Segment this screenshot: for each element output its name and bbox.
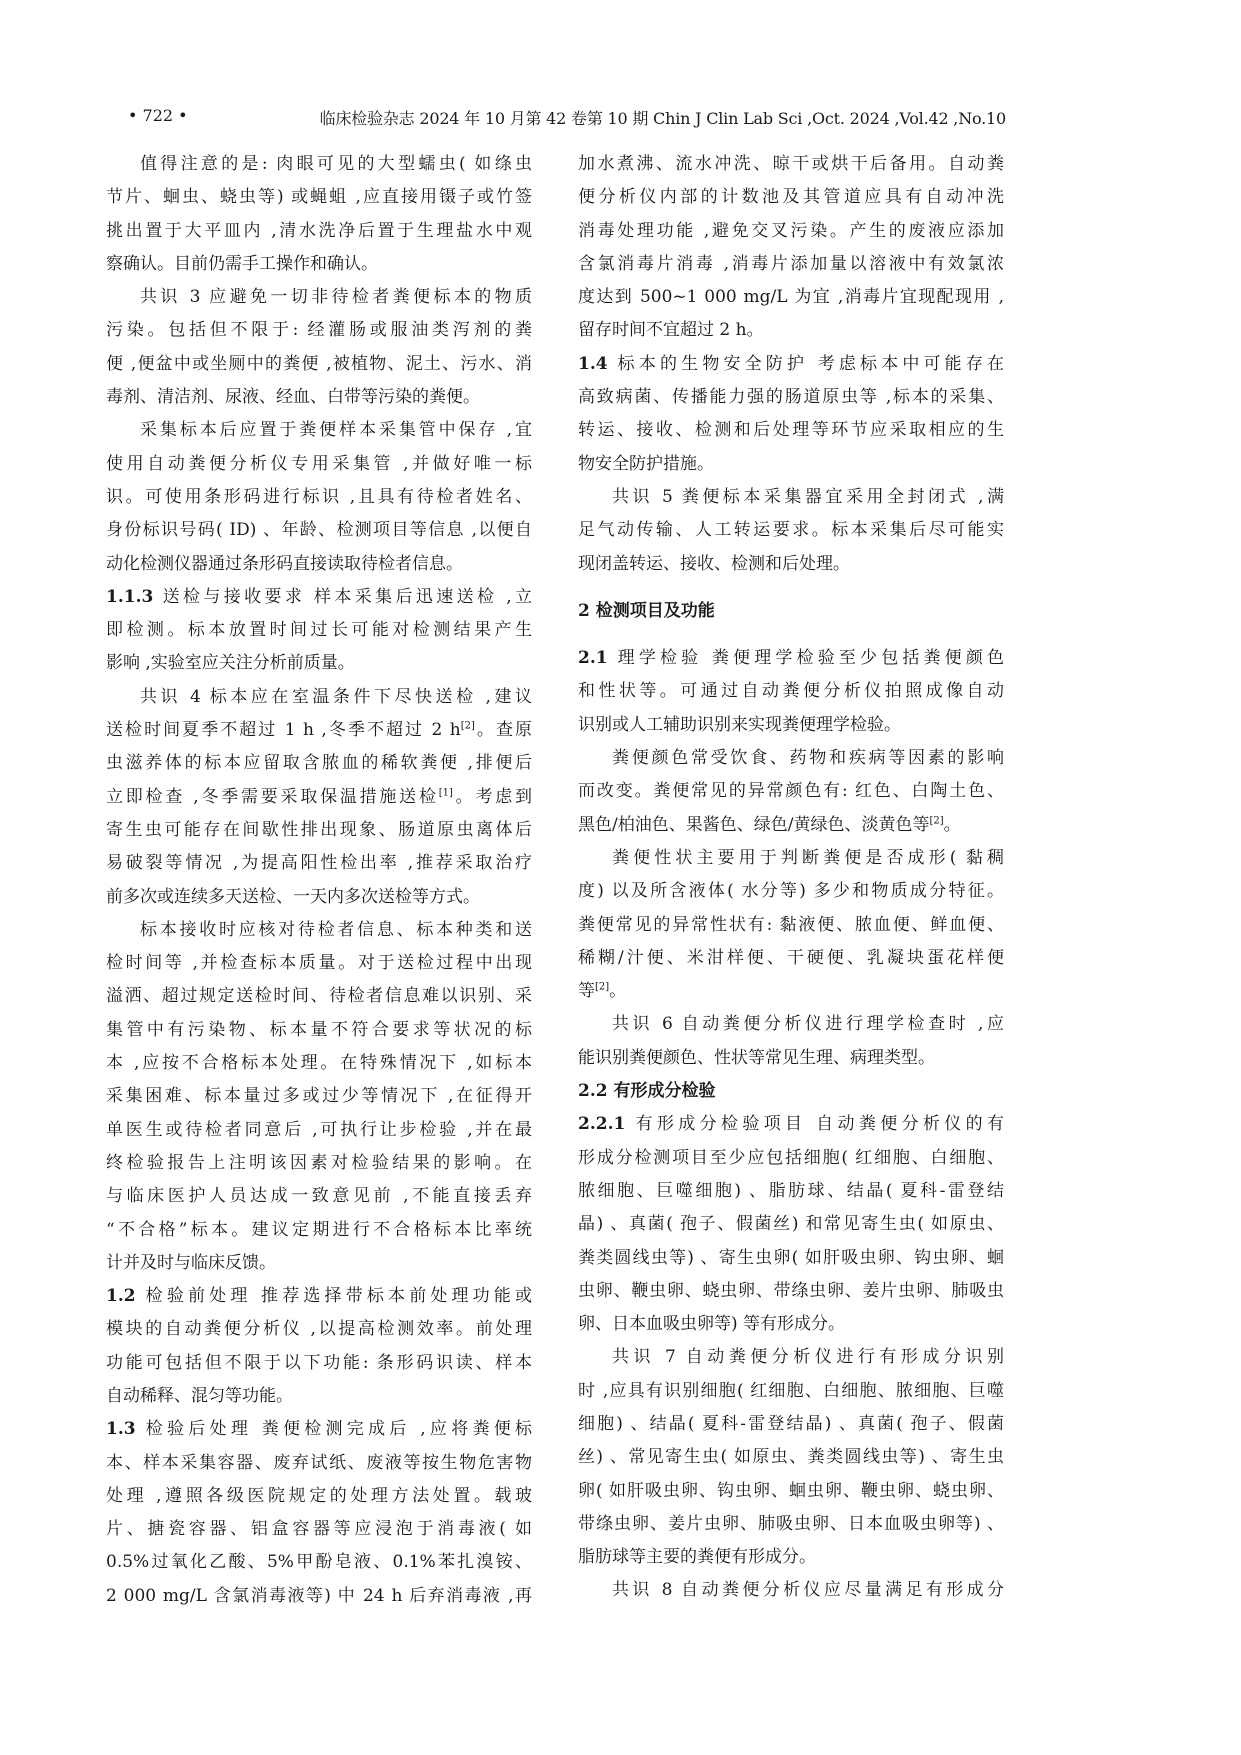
line-text: 寄生虫可能存在间歇性排出现象、肠道原虫离体后 xyxy=(106,819,532,840)
text-line xyxy=(578,348,1004,381)
line-text: 便 ,便盆中或坐厕中的粪便 ,被植物、泥土、污水、消 xyxy=(106,353,532,374)
line-text: 处理 ,遵照各级医院规定的处理方法处置。载玻 xyxy=(106,1485,532,1506)
right-column xyxy=(578,148,1004,1608)
text-line xyxy=(106,581,532,614)
text-line xyxy=(106,847,532,880)
text-line xyxy=(106,1546,532,1579)
line-text: 共识 3 应避免一切非待检者粪便标本的物质 xyxy=(140,287,532,308)
line-text: 易破裂等情况 ,为提高阳性检出率 ,推荐采取治疗 xyxy=(106,853,532,874)
section-spacer xyxy=(578,628,1004,642)
section-number: 1.3 xyxy=(106,1419,146,1440)
line-text: 动化检测仪器通过条形码直接读取待检者信息。 xyxy=(106,553,463,574)
line-text: 粪类圆线虫等) 、寄生虫卵( 如肝吸虫卵、钩虫卵、蛔 xyxy=(578,1247,1004,1268)
line-tail-text: 。 xyxy=(609,981,627,1002)
text-line xyxy=(578,1341,1004,1374)
text-line xyxy=(106,1347,532,1380)
line-text: 污染。包括但不限于: 经灌肠或服油类泻剂的粪 xyxy=(106,320,532,341)
text-line xyxy=(106,947,532,980)
line-text: 而改变。粪便常见的异常颜色有: 红色、白陶土色、 xyxy=(578,781,1004,802)
text-line xyxy=(106,614,532,647)
line-text: 共识 7 自动粪便分析仪进行有形成分识别 xyxy=(612,1347,1004,1368)
text-line xyxy=(578,595,1004,628)
line-text: 溢洒、超过规定送检时间、待检者信息难以识别、采 xyxy=(106,986,532,1007)
text-line xyxy=(578,1375,1004,1408)
line-text: 0.5%过氧化乙酸、5%甲酚皂液、0.1%苯扎溴铵、 xyxy=(106,1552,532,1573)
text-line xyxy=(106,181,532,214)
citation-ref: [2] xyxy=(460,720,475,732)
text-line xyxy=(106,714,532,747)
line-text: 便分析仪内部的计数池及其管道应具有自动冲洗 xyxy=(578,187,1004,208)
text-line xyxy=(578,448,1004,481)
line-text: 标本的生物安全防护 考虑标本中可能存在 xyxy=(617,353,1004,374)
text-line xyxy=(106,1080,532,1113)
line-text: 脓细胞、巨噬细胞) 、脂肪球、结晶( 夏科-雷登结 xyxy=(578,1180,1004,1201)
line-text: 共识 6 自动粪便分析仪进行理学检查时 ,应 xyxy=(612,1014,1004,1035)
text-line xyxy=(106,481,532,514)
citation-ref: [2] xyxy=(595,981,610,993)
line-text: 卵( 如肝吸虫卵、钩虫卵、蛔虫卵、鞭虫卵、蛲虫卵、 xyxy=(578,1480,1004,1501)
line-text: 毒剂、清洁剂、尿液、经血、白带等污染的粪便。 xyxy=(106,387,480,408)
text-line xyxy=(578,414,1004,447)
text-line xyxy=(106,381,532,414)
line-text: 检验前处理 推荐选择带标本前处理功能或 xyxy=(145,1286,532,1307)
line-text: 功能可包括但不限于以下功能: 条形码识读、样本 xyxy=(106,1352,532,1373)
line-tail-text: 。查原 xyxy=(474,720,532,741)
line-text: 物安全防护措施。 xyxy=(578,453,714,474)
text-line xyxy=(106,647,532,680)
text-line xyxy=(578,481,1004,514)
line-text: 消毒处理功能 ,避免交叉污染。产生的废液应添加 xyxy=(578,220,1004,241)
text-line xyxy=(106,681,532,714)
line-text: 采集标本后应置于粪便样本采集管中保存 ,宜 xyxy=(140,420,532,441)
journal-citation: 临床检验杂志 2024 年 10 月第 42 卷第 10 期 Chin J Clin Lab Sci ,Oct. 2024 ,Vol.42 ,No.10 xyxy=(319,109,1006,128)
text-line xyxy=(578,742,1004,775)
text-line xyxy=(106,1413,532,1446)
text-line xyxy=(106,248,532,281)
text-line xyxy=(106,914,532,947)
text-line xyxy=(106,747,532,780)
running-header xyxy=(128,106,1006,132)
line-text: 识。可使用条形码进行标识 ,且具有待检者姓名、 xyxy=(106,486,532,507)
citation-ref: [1] xyxy=(438,786,453,798)
line-text: 丝) 、常见寄生虫( 如原虫、粪类圆线虫等) 、寄生虫 xyxy=(578,1447,1004,1468)
line-text: 含氯消毒片消毒 ,消毒片添加量以溶液中有效氯浓 xyxy=(578,253,1004,274)
line-text: 2 检测项目及功能 xyxy=(578,600,715,621)
text-line xyxy=(106,1280,532,1313)
line-text: 本、样本采集容器、废弃试纸、废液等按生物危害物 xyxy=(106,1452,532,1473)
section-number: 1.2 xyxy=(106,1286,146,1307)
text-line xyxy=(106,1580,532,1613)
text-line xyxy=(578,314,1004,347)
text-line xyxy=(578,248,1004,281)
line-text: 虫卵、鞭虫卵、蛲虫卵、带绦虫卵、姜片虫卵、肺吸虫 xyxy=(578,1280,1004,1301)
text-line xyxy=(578,1508,1004,1541)
line-text: 和性状等。可通过自动粪便分析仪拍照成像自动 xyxy=(578,681,1004,702)
line-text: 细胞) 、结晶( 夏科-雷登结晶) 、真菌( 孢子、假菌 xyxy=(578,1413,1004,1434)
line-text: 身份标识号码( ID) 、年龄、检测项目等信息 ,以便自 xyxy=(106,520,532,541)
text-line xyxy=(106,1447,532,1480)
line-text: 模块的自动粪便分析仪 ,以提高检测效率。前处理 xyxy=(106,1319,532,1340)
text-line xyxy=(106,348,532,381)
line-text: 共识 4 标本应在室温条件下尽快送检 ,建议 xyxy=(140,686,532,707)
text-line xyxy=(578,381,1004,414)
section-number: 1.1.3 xyxy=(106,586,163,607)
line-text: 前多次或连续多天送检、一天内多次送检等方式。 xyxy=(106,886,480,907)
text-line xyxy=(578,1208,1004,1241)
line-text: 检验后处理 粪便检测完成后 ,应将粪便标 xyxy=(145,1419,532,1440)
text-line xyxy=(578,942,1004,975)
left-column xyxy=(106,148,532,1613)
line-text: 共识 5 粪便标本采集器宜采用全封闭式 ,满 xyxy=(612,486,1004,507)
text-line xyxy=(106,1147,532,1180)
text-line xyxy=(106,414,532,447)
text-line xyxy=(578,775,1004,808)
line-text: 转运、接收、检测和后处理等环节应采取相应的生 xyxy=(578,420,1004,441)
text-line xyxy=(578,909,1004,942)
text-line xyxy=(578,181,1004,214)
line-text: 有形成分检验 xyxy=(613,1081,716,1102)
line-text: 黑色/柏油色、果酱色、绿色/黄绿色、淡黄色等 xyxy=(578,814,930,835)
line-text: 能识别粪便颜色、性状等常见生理、病理类型。 xyxy=(578,1047,935,1068)
text-line xyxy=(106,1313,532,1346)
section-number: 1.4 xyxy=(578,353,618,374)
text-line xyxy=(578,1175,1004,1208)
line-text: 带绦虫卵、姜片虫卵、肺吸虫卵、日本血吸虫卵等) 、 xyxy=(578,1513,1004,1534)
line-text: 送检与接收要求 样本采集后迅速送检 ,立 xyxy=(162,586,532,607)
text-line xyxy=(578,1574,1004,1607)
text-line xyxy=(106,314,532,347)
text-line xyxy=(578,842,1004,875)
text-line xyxy=(106,1047,532,1080)
line-text: 2 000 mg/L 含氯消毒液等) 中 24 h 后弃消毒液 ,再 xyxy=(106,1585,532,1606)
line-text: 送检时间夏季不超过 1 h ,冬季不超过 2 h xyxy=(106,720,461,741)
line-text: 影响 ,实验室应关注分析前质量。 xyxy=(106,653,355,674)
text-line xyxy=(578,1441,1004,1474)
line-text: 挑出置于大平皿内 ,清水洗净后置于生理盐水中观 xyxy=(106,220,532,241)
text-line xyxy=(578,1242,1004,1275)
line-text: 形成分检测项目至少应包括细胞( 红细胞、白细胞、 xyxy=(578,1147,1004,1168)
text-line xyxy=(578,875,1004,908)
text-line xyxy=(578,1108,1004,1141)
text-line xyxy=(106,1247,532,1280)
text-line xyxy=(578,1475,1004,1508)
line-text: 片、搪瓷容器、铝盒容器等应浸泡于消毒液( 如 xyxy=(106,1519,532,1540)
line-text: 即检测。标本放置时间过长可能对检测结果产生 xyxy=(106,620,532,641)
text-line xyxy=(106,281,532,314)
line-text: 理学检验 粪便理学检验至少包括粪便颜色 xyxy=(617,648,1004,669)
text-line xyxy=(578,809,1004,842)
line-text: 卵、日本血吸虫卵等) 等有形成分。 xyxy=(578,1314,846,1335)
line-text: 现闭盖转运、接收、检测和后处理。 xyxy=(578,553,850,574)
line-text: 稀糊/汁便、米泔样便、干硬便、乳凝块蛋花样便 xyxy=(578,947,1004,968)
text-line xyxy=(578,281,1004,314)
text-line xyxy=(578,1308,1004,1341)
line-text: 脂肪球等主要的粪便有形成分。 xyxy=(578,1547,816,1568)
text-line xyxy=(106,781,532,814)
line-text: 有形成分检验项目 自动粪便分析仪的有 xyxy=(635,1114,1004,1135)
text-line xyxy=(578,1275,1004,1308)
text-line xyxy=(578,642,1004,675)
line-text: 共识 8 自动粪便分析仪应尽量满足有形成分 xyxy=(612,1580,1004,1601)
line-text: 自动稀释、混匀等功能。 xyxy=(106,1385,293,1406)
section-number: 2.2 xyxy=(578,1081,614,1102)
text-line xyxy=(578,709,1004,742)
text-line xyxy=(106,1014,532,1047)
text-line xyxy=(106,1480,532,1513)
line-text: 粪便常见的异常性状有: 黏液便、脓血便、鲜血便、 xyxy=(578,914,1004,935)
line-text: 度) 以及所含液体( 水分等) 多少和物质成分特征。 xyxy=(578,881,1004,902)
citation-ref: [2] xyxy=(929,814,944,826)
text-line xyxy=(578,215,1004,248)
line-text: 采集困难、标本量过多或过少等情况下 ,在征得开 xyxy=(106,1086,532,1107)
line-text: 识别或人工辅助识别来实现粪便理学检验。 xyxy=(578,714,901,735)
line-text: 度达到 500~1 000 mg/L 为宜 ,消毒片宜现配现用 , xyxy=(578,287,1004,308)
text-line xyxy=(578,975,1004,1008)
line-text: 计并及时与临床反馈。 xyxy=(106,1252,276,1273)
line-text: 终检验报告上注明该因素对检验结果的影响。在 xyxy=(106,1152,532,1173)
text-line xyxy=(106,514,532,547)
text-line xyxy=(106,814,532,847)
text-line xyxy=(106,1180,532,1213)
text-line xyxy=(106,215,532,248)
text-line xyxy=(106,980,532,1013)
line-text: 立即检查 ,冬季需要采取保温措施送检 xyxy=(106,786,439,807)
text-line xyxy=(106,1114,532,1147)
line-text: 节片、蛔虫、蛲虫等) 或蝇蛆 ,应直接用镊子或竹签 xyxy=(106,187,532,208)
text-line xyxy=(106,1214,532,1247)
text-line xyxy=(578,548,1004,581)
line-text: 值得注意的是: 肉眼可见的大型蠕虫( 如绦虫 xyxy=(140,154,532,174)
line-text: 单医生或待检者同意后 ,可执行让步检验 ,并在最 xyxy=(106,1119,532,1140)
line-text: 时 ,应具有识别细胞( 红细胞、白细胞、脓细胞、巨噬 xyxy=(578,1380,1004,1401)
line-text: 晶) 、真菌( 孢子、假菌丝) 和常见寄生虫( 如原虫、 xyxy=(578,1214,1004,1235)
text-line xyxy=(106,1380,532,1413)
text-line xyxy=(578,148,1004,181)
text-line xyxy=(578,514,1004,547)
section-number: 2.1 xyxy=(578,648,618,669)
text-line xyxy=(578,675,1004,708)
line-text: 加水煮沸、流水冲洗、晾干或烘干后备用。自动粪 xyxy=(578,154,1004,174)
line-text: 虫滋养体的标本应留取含脓血的稀软粪便 ,排便后 xyxy=(106,753,532,774)
section-spacer xyxy=(578,581,1004,595)
line-text: 集管中有污染物、标本量不符合要求等状况的标 xyxy=(106,1019,532,1040)
line-text: 本 ,应按不合格标本处理。在特殊情况下 ,如标本 xyxy=(106,1053,532,1074)
line-text: 检时间等 ,并检查标本质量。对于送检过程中出现 xyxy=(106,953,532,974)
text-line xyxy=(106,548,532,581)
page-number: • 722 • xyxy=(128,106,188,125)
text-line xyxy=(578,1008,1004,1041)
line-text: 粪便颜色常受饮食、药物和疾病等因素的影响 xyxy=(612,748,1004,769)
line-text: 察确认。目前仍需手工操作和确认。 xyxy=(106,253,378,274)
text-line xyxy=(106,448,532,481)
text-line xyxy=(578,1541,1004,1574)
text-line xyxy=(578,1142,1004,1175)
line-text: “不合格”标本。建议定期进行不合格标本比率统 xyxy=(106,1219,532,1240)
line-text: 使用自动粪便分析仪专用采集管 ,并做好唯一标 xyxy=(106,453,532,474)
text-line xyxy=(578,1042,1004,1075)
line-text: 足气动传输、人工转运要求。标本采集后尽可能实 xyxy=(578,520,1004,541)
section-number: 2.2.1 xyxy=(578,1114,636,1135)
text-line xyxy=(578,1408,1004,1441)
line-tail-text: 。 xyxy=(943,814,961,835)
line-text: 粪便性状主要用于判断粪便是否成形( 黏稠 xyxy=(612,847,1004,868)
line-text: 等 xyxy=(578,981,595,1002)
line-text: 留存时间不宜超过 2 h。 xyxy=(578,320,764,341)
text-line xyxy=(106,148,532,181)
line-tail-text: 。考虑到 xyxy=(452,786,532,807)
text-line xyxy=(578,1075,1004,1108)
line-text: 与临床医护人员达成一致意见前 ,不能直接丢弃 xyxy=(106,1186,532,1207)
line-text: 高致病菌、传播能力强的肠道原虫等 ,标本的采集、 xyxy=(578,387,1004,408)
text-line xyxy=(106,1513,532,1546)
text-line xyxy=(106,881,532,914)
line-text: 标本接收时应核对待检者信息、标本种类和送 xyxy=(140,919,532,940)
